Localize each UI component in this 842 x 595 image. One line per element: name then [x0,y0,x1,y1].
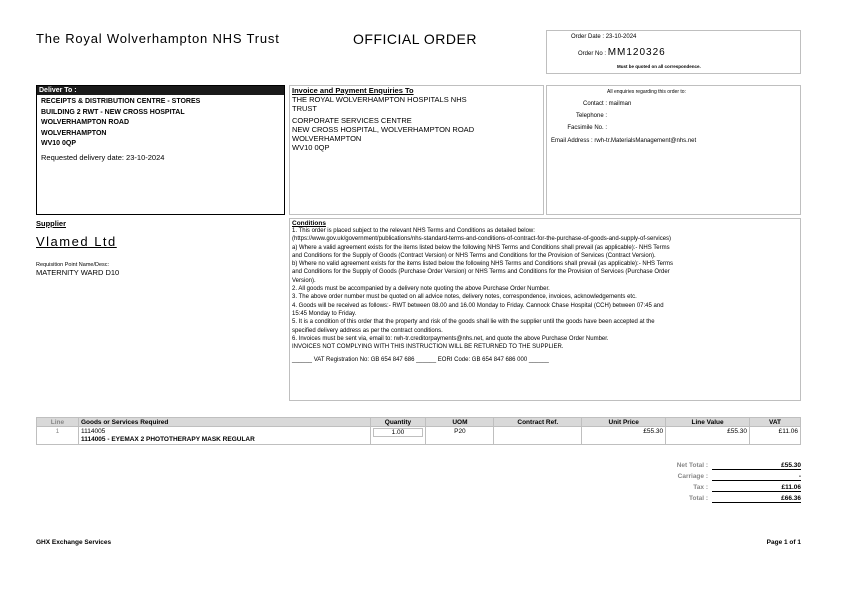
condition-line: 4. Goods will be received as follows:- RWT between 08.00 and 16.00 Monday to Friday. Cannock Chase Hospital (CCH) between 07:45 and [292,302,664,309]
contact-value: mailman [608,101,632,107]
document-title: OFFICIAL ORDER [353,31,477,47]
invoice-line: NEW CROSS HOSPITAL, WOLVERHAMPTON ROAD [292,125,475,134]
condition-line: a) Where a valid agreement exists for the items listed below the following NHS Terms and Conditions shall prevail (as applicable):- NHS Terms [292,244,670,251]
email-label: Email Address : [551,138,593,144]
conditions-text [292,227,798,351]
telephone-label: Telephone : [575,113,607,119]
cell-unit-price: £55.30 [582,427,666,445]
condition-line: INVOICES NOT COMPLYING WITH THIS INSTRUCTION WILL BE RETURNED TO THE SUPPLIER. [292,344,564,351]
tax-label: Tax : [693,484,708,491]
email-row [551,138,696,144]
order-number [578,47,666,58]
table-row [37,427,801,445]
condition-line: specified delivery address as per the contract conditions. [292,327,443,334]
item-code: 1114005 [80,428,106,435]
contact-row [547,101,631,107]
totals-block [640,460,801,504]
condition-line: and Conditions for the Supply of Goods (Purchase Order Version) or NHS Terms and Conditions for the Provision of Services (Purchase Order [292,269,670,276]
deliver-address-line: BUILDING 2 RWT - NEW CROSS HOSPITAL [41,108,185,116]
invoice-line: TRUST [292,104,317,113]
order-date-label: Order Date : [571,34,605,40]
invoice-line: THE ROYAL WOLVERHAMPTON HOSPITALS NHS [292,95,467,104]
contact-label: Contact : [582,101,607,107]
order-date-value: 23-10-2024 [605,34,637,40]
column-header-contract-ref: Contract Ref. [494,418,582,427]
column-header-line-value: Line Value [666,418,750,427]
net-total-label: Net Total : [676,462,708,469]
order-info-box [546,30,801,74]
deliver-address-line: WOLVERHAMPTON ROAD [41,119,130,126]
invoice-line: CORPORATE SERVICES CENTRE [292,116,412,125]
cell-goods [78,427,370,445]
condition-line: (https://www.gov.uk/government/publications/nhs-standard-terms-and-conditions-of-contract-for-the-purchase-of-goods-and-supply-of-services) [292,236,672,243]
deliver-address-line: WV10 0QP [41,140,77,147]
vat-registration-line: ______ VAT Registration No: GB 654 847 686 ______ EORI Code: GB 654 847 686 000 ______ [292,357,549,364]
cell-quantity [370,427,426,445]
email-value[interactable]: rwh-tr.MaterialsManagement@nhs.net [594,138,697,144]
condition-line: and Conditions for the Supply of Goods (Contract Version) or NHS Terms and Conditions for the Provision of Services (Contract Version). [292,252,656,259]
order-number-label: Order No : [578,51,607,57]
carriage-row [640,471,801,482]
conditions-heading: Conditions [292,220,326,227]
contact-box [546,85,801,215]
cell-line: 1 [37,427,79,445]
column-header-unit-price: Unit Price [582,418,666,427]
conditions-box [289,218,801,401]
grand-total-value: £66.36 [712,495,801,503]
order-items-table [36,417,801,445]
trust-name: The Royal Wolverhampton NHS Trust [36,31,280,46]
grand-total-label: Total : [688,495,708,502]
quantity-value: 1.00 [373,428,424,437]
telephone-row [547,113,607,119]
column-header-uom: UOM [426,418,494,427]
tax-value: £11.06 [712,484,801,492]
condition-line: 2. All goods must be accompanied by a delivery note quoting the above Purchase Order Number. [292,286,550,293]
requisition-point-label: Requisition Point Name/Desc: [36,262,110,268]
net-total-value: £55.30 [712,462,801,470]
cell-vat: £11.06 [750,427,801,445]
deliver-address-line: RECEIPTS & DISTRIBUTION CENTRE - STORES [41,98,201,105]
cell-contract-ref [494,427,582,445]
order-date [571,34,636,40]
column-header-goods: Goods or Services Required [78,418,370,427]
cell-line-value: £55.30 [666,427,750,445]
carriage-value: - [712,473,801,481]
tax-row [640,482,801,493]
facsimile-row [547,125,607,131]
requested-delivery-date: Requested delivery date: 23-10-2024 [41,152,165,162]
column-header-quantity: Quantity [370,418,426,427]
deliver-address [37,95,284,152]
requisition-point-value: MATERNITY WARD D10 [36,268,120,277]
supplier-heading: Supplier [36,219,67,228]
column-header-line: Line [37,418,79,427]
order-number-value: MM120326 [607,47,666,58]
deliver-to-heading: Deliver To : [37,86,284,95]
deliver-to-box [36,85,285,215]
condition-line: 6. Invoices must be sent via, email to: rwh-tr.creditorpayments@nhs.net, and quote the above Purchase Order Number. [292,335,609,342]
invoice-heading: Invoice and Payment Enquiries To [292,86,414,95]
cell-uom: P20 [426,427,494,445]
condition-line: 5. It is a condition of this order that the property and risk of the goods shall lie with the supplier until the goods have been accepted at the [292,319,655,326]
condition-line: 15:45 Monday to Friday. [292,310,357,317]
supplier-name: Vlamed Ltd [36,234,117,249]
item-description: 1114005 - EYEMAX 2 PHOTOTHERAPY MASK REGULAR [80,436,255,443]
condition-line: 3. The above order number must be quoted on all advice notes, delivery notes, correspondence, invoices, acknowledgements etc. [292,294,637,301]
facsimile-label: Facsimile No. : [567,125,607,131]
footer-service-name: GHX Exchange Services [36,539,112,546]
grand-total-row [640,493,801,504]
condition-line: Version). [292,277,316,284]
net-total-row [640,460,801,471]
carriage-label: Carriage : [677,473,708,480]
enquiries-note: All enquiries regarding this order to: [607,89,686,95]
invoice-line: WV10 0QP [292,143,330,152]
condition-line: b) Where no valid agreement exists for the items listed below the following NHS Terms and Conditions shall prevail (as applicable):- NHS Terms [292,261,673,268]
invoice-enquiries-box [289,85,544,215]
column-header-vat: VAT [750,418,801,427]
table-header-row [37,418,801,427]
condition-line: 1. This order is placed subject to the relevant NHS Terms and Conditions as detailed below: [292,228,535,234]
invoice-line: WOLVERHAMPTON [292,134,362,143]
invoice-address [290,95,543,152]
deliver-address-line: WOLVERHAMPTON [41,129,107,137]
footer-page-number: Page 1 of 1 [766,539,801,546]
quote-note: Must be quoted on all correspondence. [617,64,701,69]
